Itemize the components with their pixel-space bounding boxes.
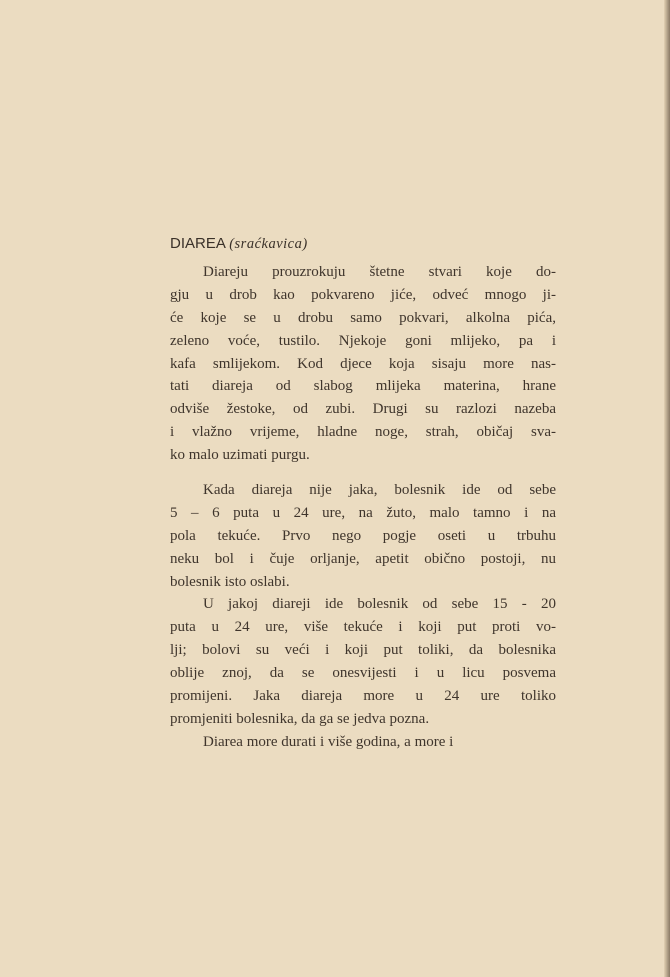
paragraph: [170, 479, 556, 593]
text-line: puta u 24 ure, više tekuće i koji put proti vo-: [170, 619, 556, 636]
text-line: promjeniti bolesnika, da ga se jedva pozna.: [170, 710, 430, 727]
heading-subtitle: (sraćkavica): [229, 236, 308, 252]
text-line: odviše žestoke, od zubi. Drugi su razlozi nazeba: [170, 401, 556, 418]
text-line: tati diareja od slabog mlijeka materina, hrane: [170, 378, 556, 395]
text-line: kafa smlijekom. Kod djece koja sisaju more nas-: [170, 355, 556, 372]
body-text: [170, 261, 556, 754]
text-line: promijeni. Jaka diareja more u 24 ure toliko: [170, 688, 556, 705]
text-line: lji; bolovi su veći i koji put toliki, da bolesnika: [170, 642, 556, 659]
text-line: 5 – 6 puta u 24 ure, na žuto, malo tamno i na: [170, 504, 556, 521]
text-line: pola tekuće. Prvo nego pogje oseti u trbuhu: [170, 527, 556, 544]
section-heading: [170, 231, 556, 257]
text-line: i vlažno vrijeme, hladne noge, strah, običaj sva-: [170, 424, 556, 441]
heading-title: DIAREA: [170, 235, 226, 252]
text-line: Diareju prouzrokuju štetne stvari koje do-: [203, 264, 556, 280]
text-line: Kada diareja nije jaka, bolesnik ide od sebe: [203, 482, 556, 499]
text-line: će koje se u drobu samo pokvari, alkolna pića,: [170, 309, 556, 326]
text-line: gju u drob kao pokvareno jiće, odveć mnogo ji-: [170, 286, 556, 303]
paragraph: [170, 261, 556, 479]
paragraph: [170, 731, 556, 754]
text-line: Diarea more durati i više godina, a more i: [203, 733, 454, 750]
document-page: [170, 231, 556, 754]
text-line: zeleno voće, tustilo. Njekoje goni mlijeko, pa i: [170, 332, 556, 349]
text-line: bolesnik isto oslabi.: [170, 573, 290, 590]
text-line: U jakoj diareji ide bolesnik od sebe 15 - 20: [203, 596, 556, 613]
text-line: oblije znoj, da se onesvijesti i u licu posvema: [170, 665, 556, 682]
text-line: neku bol i čuje orljanje, apetit obično postoji, nu: [170, 550, 556, 567]
page-edge-shadow: [664, 0, 670, 977]
paragraph: [170, 593, 556, 730]
text-line: ko malo uzimati purgu.: [170, 447, 310, 464]
